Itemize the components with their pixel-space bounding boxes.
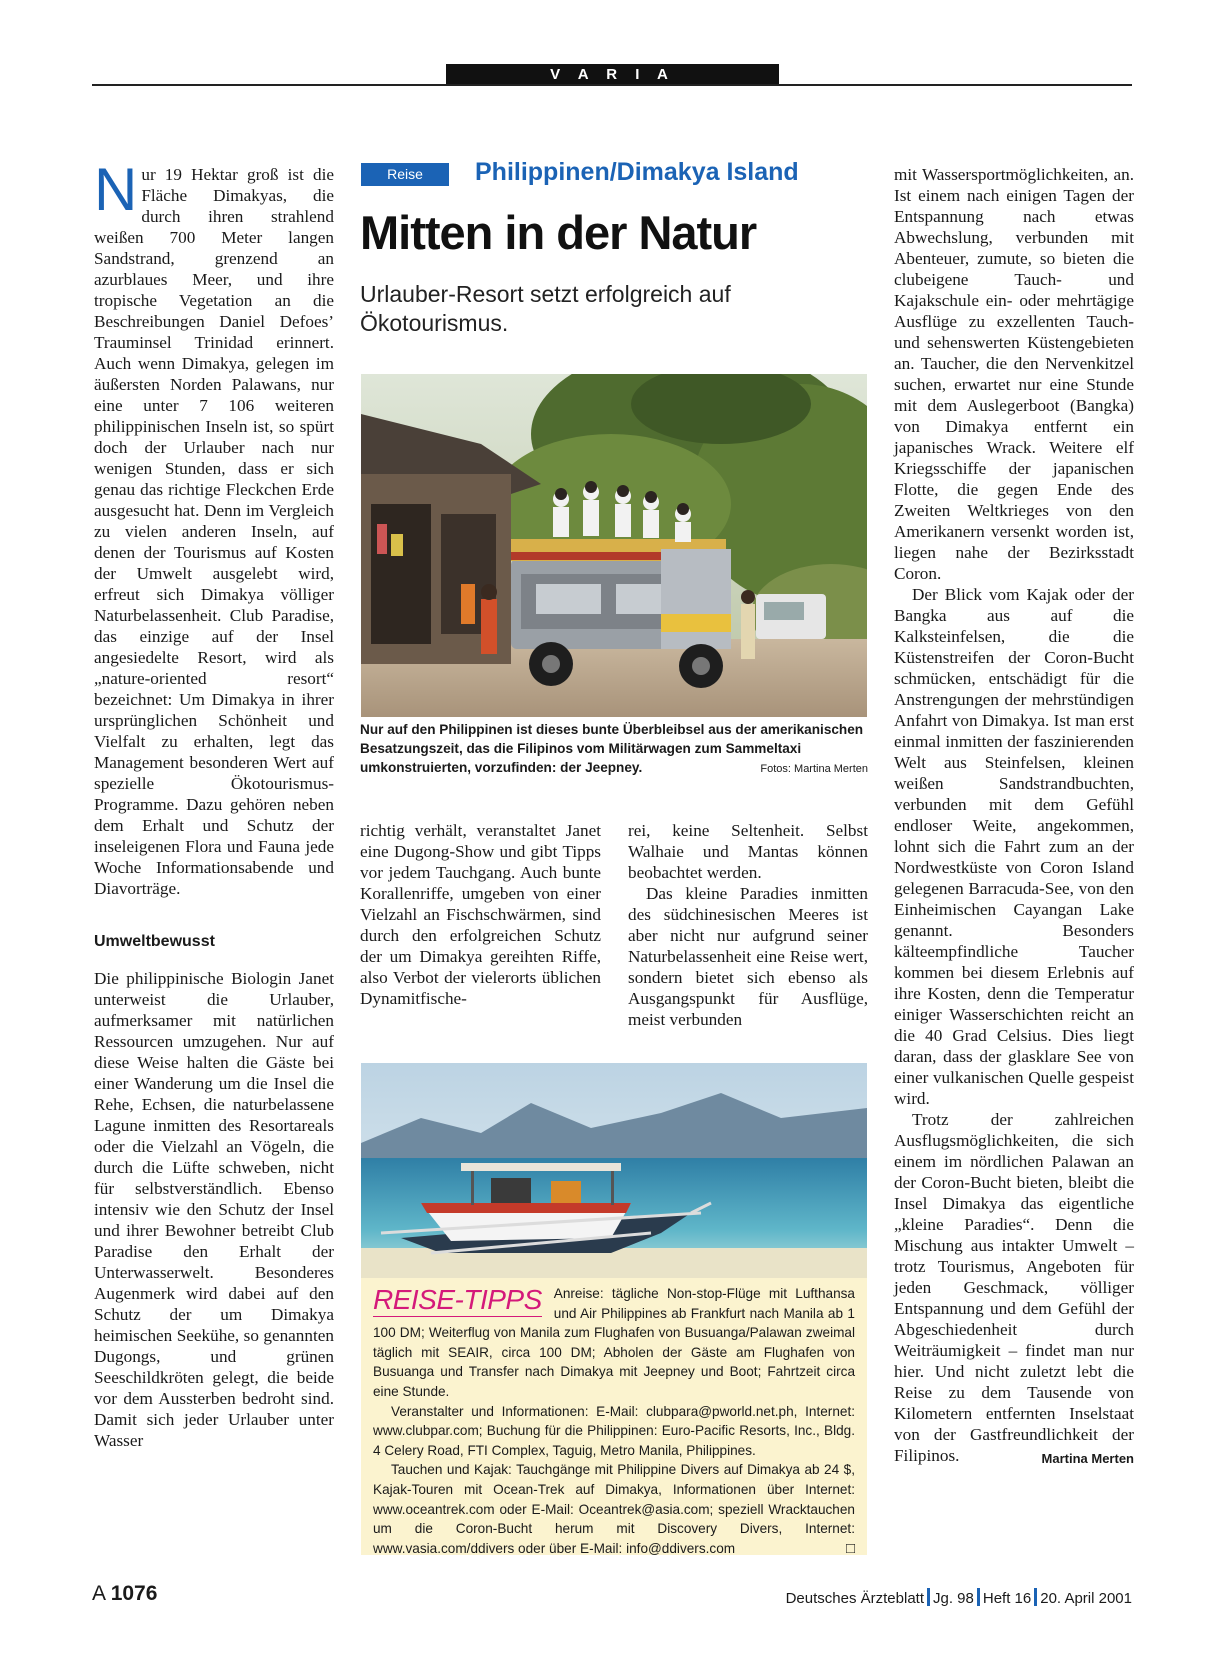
photo-credit: Fotos: Martina Merten (760, 763, 868, 775)
rubric-badge: Reise (361, 163, 449, 186)
dek: Urlauber-Resort setzt erfolgreich auf Ökotourismus. (360, 281, 731, 336)
paragraph (894, 1109, 1134, 1466)
paragraph: mit Wassersportmöglichkeiten, an. Ist einem nach einigen Tagen der Entspannung nach etwas Abwechslung, verbunden mit Abenteuer, zumute, so bieten die clubeigene Tauch- und Kajakschule ein- oder mehrtägige Ausflüge zu exzellenten Tauch- und sehenswerten Küstengebieten an. Taucher, die den Nervenkitzel suchen, erwartet nur eine Stunde mit dem Auslegerboot (Bangka) von Dimakya entfernt ein japanisches Wrack. Weitere elf Kriegsschiffe der japanischen Flotte, die gegen Ende des Zweiten Weltkrieges von den Amerikanern versenkt worden ist, liegen nahe der Bezirksstadt Coron. (894, 165, 1134, 583)
page-number (92, 1582, 157, 1606)
page-number-value: 1076 (110, 1582, 158, 1605)
subheading: Umweltbewusst (94, 933, 215, 950)
paragraph: richtig verhält, veranstaltet Janet eine Dugong-Show und gibt Tipps vor jedem Tauchgang. Auch bunte Korallenriffe, umgeben von einer Vielzahl an Fischschwärmen, sind durch den erfolgreichen Schutz der um Dimakya gereihten Riffe, also Verbot der vielerorts üblichen Dynamitfische- (360, 821, 601, 1008)
paragraph: Das kleine Paradies inmitten des südchinesischen Meeres ist aber nicht nur aufgrund seiner Naturbelassenheit eine Reise wert, sondern bietet sich ebenso als Ausgangspunkt für Ausflüge, meist verbunden (628, 884, 868, 1029)
volume: Jg. 98 (933, 1590, 974, 1607)
jeepney-photo (361, 374, 867, 717)
tips-paragraph: Veranstalter und Informationen: E-Mail: clubpara@pworld.net.ph, Internet: www.clubpar.com; Buchung für die Philippinen: Euro-Pacific Resorts, Inc., Bldg. 4 Celery Road, FTI Complex, Taguig, Metro Manila, Philippines. (373, 1403, 855, 1458)
caption-text: Nur auf den Philippinen ist dieses bunte Überbleibsel aus der amerikanischen Besatzungszeit, das die Filipinos vom Militärwagen zum Sammeltaxi umkonstruierten, vorzufinden: der Jeepney. (360, 722, 864, 775)
lead-paragraph (94, 156, 334, 899)
paragraph: rei, keine Seltenheit. Selbst Walhaie und Mantas können beobachtet werden. (628, 821, 868, 882)
lead-text: ur 19 Hektar groß ist die Fläche Dimakyas, die durch ihren strahlend weißen 700 Meter langen Sandstrand, grenzend an azurblaues Meer, und ihre tropische Vegetation an die Beschreibungen Daniel Defoes’ Trauminsel Trinidad erinnert. Auch wenn Dimakya, gelegen im äußersten Norden Palawans, nur eine unter 7 106 weiteren philippinischen Inseln ist, so spürt doch der Urlauber nach nur wenigen Stunden, dass er sich genau das richtige Fleckchen Erde ausgesucht hat. Denn im Vergleich zu vielen anderen Inseln, auf denen der Tourismus auf Kosten der Umwelt ausgelebt wird, erfreut sich Dimakya völliger Naturbelassenheit. Club Paradise, das einzige auf der Insel angesiedelte Resort, wird als „nature-oriented resort“ bezeichnet: Um Dimakya in ihrer ursprünglichen Schönheit und Vielfalt zu erhalten, legt das Management besonderen Wert auf spezielle Ökotourismus-Programme. Dazu gehören neben dem Erhalt und Schutz der inseleigenen Flora und Fauna jede Woche Informationsabende und Diavorträge. (94, 165, 334, 898)
journal-footer (786, 1588, 1132, 1607)
headline: Mitten in der Natur (360, 206, 757, 259)
photo-caption (360, 720, 868, 779)
kicker: Philippinen/Dimakya Island (475, 158, 799, 186)
dropcap: N (94, 156, 138, 223)
paragraph: Der Blick vom Kajak oder der Bangka aus auf die Kalksteinfelsen, die die Küstenstreifen der Coron-Bucht schmücken, entschädigt für die Anstrengungen der mehrstündigen Anfahrt von Dimakya. Ist man erst einmal inmitten der faszinierenden Welt aus Steinfelsen, kleinen weißen Sandstrandbuchten, verbunden mit dem Gefühl endloser Weite, angekommen, lohnt sich die Fahrt zum an der Nordwestküste von Coron Island gelegenen Barracuda-See, von den Einheimischen Cayangan Lake genannt. Besonders kälteempfindliche Taucher kommen bei diesem Erlebnis auf ihre Kosten, denn die Temperatur einiger Wasserschichten reicht an die 40 Grad Celsius. Dies liegt daran, dass der glasklare See von einer vulkanischen Quelle gespeist wird. (894, 585, 1134, 1108)
issue: Heft 16 (982, 1590, 1032, 1607)
column-2b (628, 820, 868, 1030)
journal-name: Deutsches Ärzteblatt (785, 1590, 924, 1607)
paragraph: Die philippinische Biologin Janet unterweist die Urlauber, aufmerksamer mit natürlichen Ressourcen umzugehen. Nur auf diese Weise halten die Gäste bei einer Wanderung um die Insel die Rehe, Echsen, die naturbelassene Lagune inmitten des Resortareals oder die Vielzahl an Vögeln, die durch die Lüfte schweben, nicht für selbstverständlich. Ebenso intensiv wie den Schutz der Insel und ihrer Bewohner betreibt Club Paradise den Erhalt der Unterwasserwelt. Besonderes Augenmerk wird dabei auf den Schutz der um Dimakya heimischen Seekühe, so genannten Dugongs, und grünen Seeschildkröten gelegt, die beide vor dem Aussterben bedroht sind. Damit sich jeder Urlauber unter Wasser (94, 969, 334, 1450)
separator (1034, 1588, 1037, 1606)
tips-title: REISE-TIPPS (373, 1284, 542, 1315)
author-byline: Martina Merten (1041, 1451, 1134, 1466)
travel-tips-box (361, 1278, 867, 1555)
page-prefix: A (92, 1582, 105, 1605)
closing-text: Trotz der zahlreichen Ausflugsmöglichkeiten, die sich einem im nördlichen Palawan an der Coron-Bucht bieten, bleibt die Insel Dimakya das eigentliche „kleine Paradies“. Denn die Mischung aus intakter Umwelt – trotz Tourismus, Angeboten für jeden Geschmack, völliger Entspannung und dem Gefühl der Abgeschiedenheit durch Weiträumigkeit – findet man nur hier. Und nicht zuletzt lebt die Reise zu dem Tausende von Kilometern entfernten Inselstaat von der Gastfreundlichkeit der Filipinos. (894, 1110, 1134, 1465)
tips-paragraph (373, 1460, 855, 1558)
column-4 (894, 164, 1134, 1469)
separator (977, 1588, 980, 1606)
end-mark: □ (845, 1539, 855, 1557)
section-label: V A R I A (446, 64, 779, 86)
boat-photo (361, 1063, 867, 1278)
header-rule (92, 84, 1132, 86)
column-2a (360, 820, 601, 1009)
tips-text: Tauchen und Kajak: Tauchgänge mit Philippine Divers auf Dimakya ab 24 $, Kajak-Touren mit Ocean-Trek auf Dimakya, Informationen über Internet: www.oceantrek.com oder E-Mail: Oceantrek@asia.com; speziell Wracktauchen um die Coron-Bucht herum mit Discovery Divers, Internet: www.vasia.com/ddivers oder über E-Mail: info@ddivers.com (373, 1462, 855, 1556)
issue-date: 20. April 2001 (1040, 1590, 1132, 1607)
separator (927, 1588, 930, 1606)
column-1 (94, 156, 334, 1451)
tips-paragraph: Anreise: tägliche Non-stop-Flüge mit Lufthansa und Air Philippines ab Frankfurt nach Manila ab 1 100 DM; Weiterflug von Manila zum Flughafen von Busuanga/Palawan zweimal täglich mit SEAIR, circa 100 DM; Abholen der Gäste am Flughafen von Busuanga und Transfer nach Dimakya mit Jeepney und Boot; Fahrtzeit circa eine Stunde. (373, 1286, 855, 1399)
